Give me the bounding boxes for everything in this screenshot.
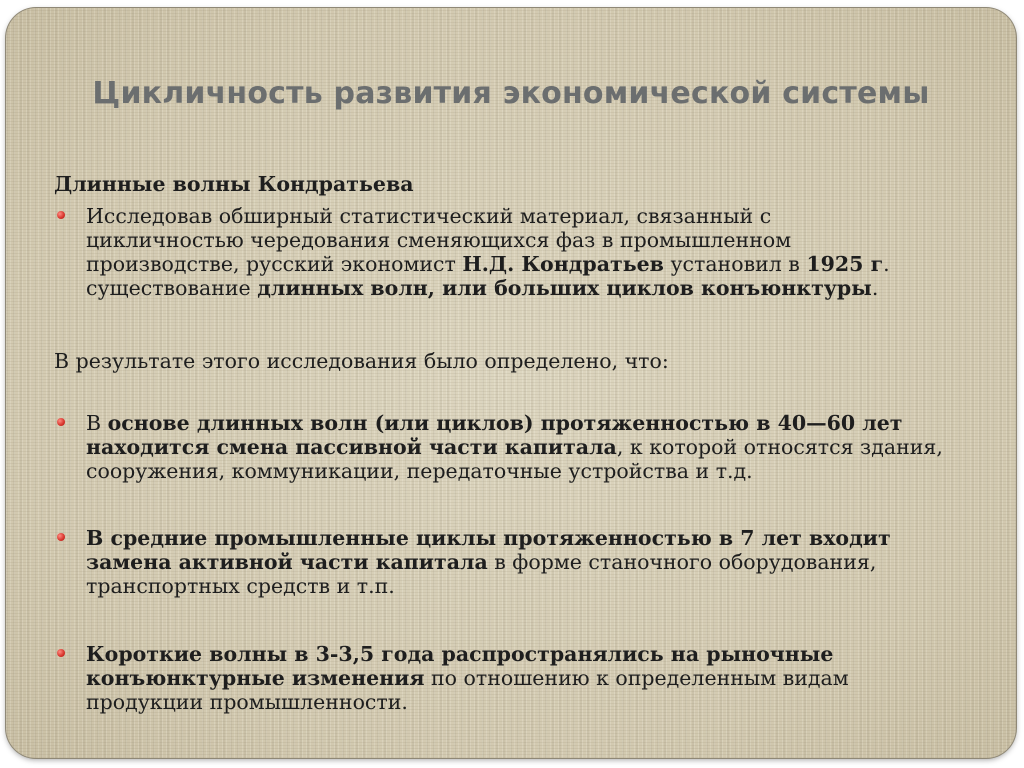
bold-text-run: замена активной части капитала [86,550,488,574]
text-run: установил в [663,252,807,276]
bullet-icon [57,211,65,219]
short-waves-bullet-text [86,642,986,714]
subheading: Длинные волны Кондратьева [54,172,414,196]
text-run: . [871,276,879,300]
bold-text-run: 1925 г [806,252,884,276]
text-run: , к которой относятся здания, [616,435,943,459]
long-waves-bullet-text [86,411,986,483]
text-run: транспортных средств и т.п. [86,574,395,598]
bullet-icon [57,533,65,541]
bold-text-run: конъюнктурные изменения [86,666,425,690]
text-run: в форме станочного оборудования, [487,550,877,574]
text-run: продукции промышленности. [86,690,408,714]
text-run: Исследовав обширный статистический материал, связанный с [86,204,772,228]
slide [6,8,1016,758]
bullet-icon [57,649,65,657]
bullet-icon [57,418,65,426]
bold-text-run: длинных волн, или больших циклов конъюнктуры [257,276,872,300]
bold-text-run: основе длинных волн (или циклов) протяженностью в 40—60 лет [107,411,903,435]
result-paragraph: В результате этого исследования было определено, что: [54,349,669,373]
text-run: В [86,411,108,435]
text-run: по отношению к определенным видам [424,666,849,690]
text-run: сооружения, коммуникации, передаточные устройства и т.д. [86,459,753,483]
intro-bullet-text [86,204,986,300]
bold-text-run: В средние промышленные циклы протяженностью в 7 лет входит [86,526,891,550]
bold-text-run: Короткие волны в 3-3,5 года распространялись на рыночные [86,642,834,666]
text-run: существование [86,276,258,300]
bold-text-run: Н.Д. Кондратьев [462,252,664,276]
slide-title: Цикличность развития экономической системы [92,76,930,111]
medium-cycles-bullet-text [86,526,986,598]
text-run: производстве, русский экономист [86,252,463,276]
text-run: . [883,252,890,276]
bold-text-run: находится смена пассивной части капитала [86,435,617,459]
text-run: цикличностью чередования сменяющихся фаз в промышленном [86,228,792,252]
